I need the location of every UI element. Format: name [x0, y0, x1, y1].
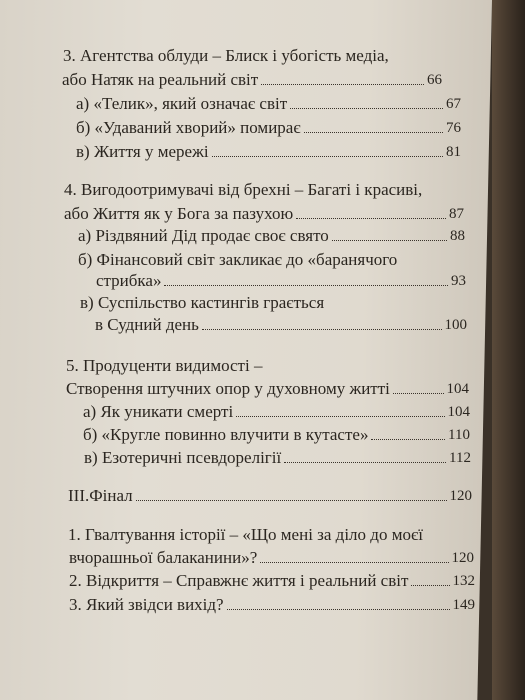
toc-leader-dots — [296, 218, 446, 219]
toc-heading-5-text-cont: Створення штучних опор у духовному житті — [66, 379, 390, 398]
toc-page-number: 120 — [451, 550, 474, 566]
toc-page-number: 67 — [446, 96, 461, 112]
toc-leader-dots — [202, 329, 442, 330]
toc-leader-dots — [411, 585, 449, 586]
toc-page-number: 66 — [427, 72, 442, 88]
toc-entry-text-cont: в Судний день — [95, 315, 199, 334]
toc-heading-4-text-cont: або Життя як у Бога за пазухою — [64, 204, 294, 223]
toc-final-3 — [69, 595, 475, 615]
toc-page-number: 93 — [451, 273, 466, 289]
toc-entry-text: б) Фінансовий світ закликає до «баранячого — [78, 250, 398, 269]
toc-entry-5a — [83, 402, 470, 422]
toc-heading-4-text: 4. Вигодоотримувачі від брехні – Багаті і красиві, — [64, 180, 423, 199]
toc-final-1-line1 — [68, 525, 472, 545]
toc-leader-dots — [260, 562, 448, 563]
toc-leader-dots — [236, 416, 444, 417]
toc-leader-dots — [227, 609, 450, 610]
toc-entry-text: а) Як уникати смерті — [83, 402, 234, 421]
toc-entry-text: б) «Кругле повинно влучити в кутасте» — [83, 425, 369, 444]
toc-entry-5c — [84, 448, 471, 468]
toc-leader-dots — [261, 84, 424, 85]
toc-entry-text: а) Різдвяний Дід продає своє свято — [78, 226, 329, 245]
toc-heading-5-line2 — [66, 379, 469, 399]
toc-entry-text: 1. Гвалтування історії – «Що мені за діло до моєї — [68, 525, 423, 544]
toc-heading-5-line1 — [66, 356, 466, 376]
toc-leader-dots — [284, 462, 446, 463]
toc-part-title: ІІІ.Фінал — [68, 486, 133, 505]
toc-entry-text: 3. Який звідси вихід? — [69, 595, 224, 614]
toc-entry-text: б) «Удаваний хворий» помирає — [76, 118, 301, 137]
toc-page-number: 112 — [449, 450, 471, 466]
toc-entry-text: в) Суспільство кастингів грається — [80, 293, 325, 312]
toc-entry-5b — [83, 425, 470, 445]
toc-heading-3-line1 — [63, 46, 443, 66]
toc-leader-dots — [393, 393, 444, 394]
toc-page-number: 104 — [447, 404, 470, 420]
toc-entry-4b-line1 — [78, 250, 465, 270]
toc-leader-dots — [164, 285, 448, 286]
toc-entry-text: 2. Відкриття – Справжнє життя і реальний світ — [69, 571, 409, 590]
toc-leader-dots — [290, 108, 443, 109]
toc-entry-4c-line1 — [80, 293, 466, 313]
toc-entry-text-cont: вчорашньої балаканини»? — [69, 548, 258, 567]
toc-page-number: 149 — [452, 597, 475, 613]
toc-entry-text: в) Життя у мережі — [76, 142, 209, 161]
toc-leader-dots — [371, 439, 445, 440]
toc-page-number: 87 — [449, 206, 464, 222]
toc-page-number: 110 — [448, 427, 470, 443]
toc-heading-4-line1 — [64, 180, 464, 200]
toc-entry-text-cont: стрибка» — [96, 271, 162, 290]
toc-page-number: 100 — [444, 317, 467, 333]
toc-entry-text: а) «Телик», який означає світ — [76, 94, 288, 113]
toc-page-number: 120 — [449, 488, 472, 504]
toc-part-3 — [68, 486, 472, 506]
toc-heading-3-text: 3. Агентства облуди – Блиск і убогість медіа, — [63, 46, 389, 65]
toc-page-number: 132 — [452, 573, 475, 589]
toc-heading-3-text-cont: або Натяк на реальний світ — [62, 70, 259, 89]
toc-leader-dots — [332, 240, 447, 241]
toc-page-number: 88 — [450, 228, 465, 244]
toc-entry-4b-line2 — [96, 271, 466, 291]
toc-leader-dots — [304, 132, 443, 133]
toc-final-1-line2 — [69, 548, 474, 568]
toc-heading-4-line2 — [64, 204, 464, 224]
toc-page-number: 81 — [446, 144, 461, 160]
toc-heading-5-text: 5. Продуценти видимості – — [66, 356, 263, 375]
toc-entry-3c — [76, 142, 461, 162]
toc-page-number: 104 — [446, 381, 469, 397]
toc-entry-4c-line2 — [95, 315, 467, 335]
toc-leader-dots — [136, 500, 447, 501]
toc-page-number: 76 — [446, 120, 461, 136]
toc-heading-3-line2 — [62, 70, 442, 90]
toc-entry-text: в) Езотеричні псевдорелігії — [84, 448, 282, 467]
toc-leader-dots — [212, 156, 443, 157]
toc-entry-3a — [76, 94, 461, 114]
toc-entry-3b — [76, 118, 461, 138]
toc-entry-4a — [78, 226, 465, 246]
toc-final-2 — [69, 571, 475, 591]
